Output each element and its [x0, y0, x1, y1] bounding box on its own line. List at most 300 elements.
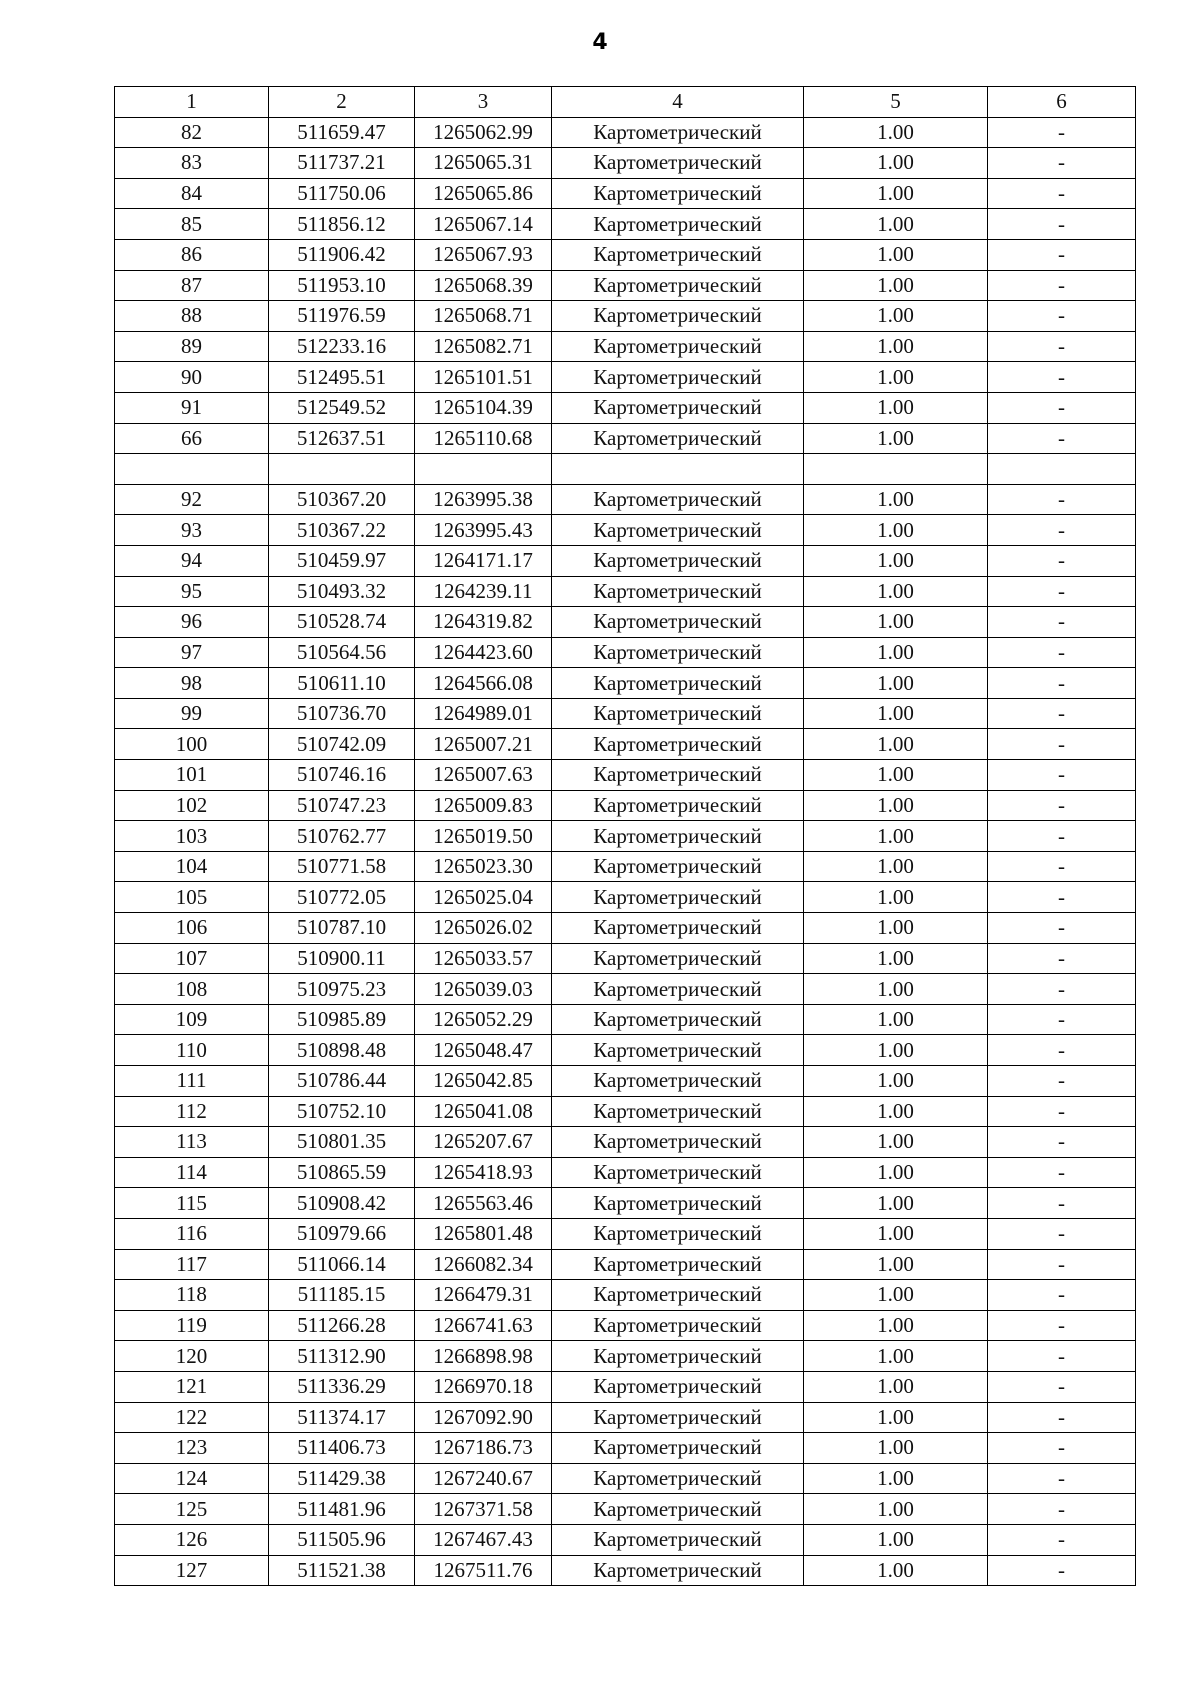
table-row	[115, 1127, 1136, 1158]
method-cell: Картометрический	[552, 301, 804, 332]
method-cell: Картометрический	[552, 362, 804, 393]
table-row	[115, 974, 1136, 1005]
method-cell: Картометрический	[552, 974, 804, 1005]
y-coordinate-cell: 1264319.82	[415, 607, 552, 638]
accuracy-cell: 1.00	[804, 1494, 988, 1525]
accuracy-cell: 1.00	[804, 1249, 988, 1280]
description-cell: -	[988, 148, 1136, 179]
y-coordinate-cell: 1267092.90	[415, 1402, 552, 1433]
y-coordinate-cell: 1265062.99	[415, 117, 552, 148]
method-cell: Картометрический	[552, 668, 804, 699]
accuracy-cell: 1.00	[804, 607, 988, 638]
point-number-cell: 88	[115, 301, 269, 332]
x-coordinate-cell: 511312.90	[269, 1341, 415, 1372]
description-cell: -	[988, 331, 1136, 362]
method-cell: Картометрический	[552, 331, 804, 362]
point-number-cell: 106	[115, 913, 269, 944]
table-row	[115, 851, 1136, 882]
accuracy-cell: 1.00	[804, 1310, 988, 1341]
description-cell: -	[988, 698, 1136, 729]
method-cell: Картометрический	[552, 1004, 804, 1035]
description-cell: -	[988, 760, 1136, 791]
accuracy-cell: 1.00	[804, 760, 988, 791]
point-number-cell: 120	[115, 1341, 269, 1372]
description-cell: -	[988, 821, 1136, 852]
method-cell: Картометрический	[552, 882, 804, 913]
point-number-cell: 66	[115, 423, 269, 454]
x-coordinate-cell: 510564.56	[269, 637, 415, 668]
y-coordinate-cell	[415, 454, 552, 485]
table-row	[115, 1280, 1136, 1311]
y-coordinate-cell: 1265025.04	[415, 882, 552, 913]
x-coordinate-cell: 511953.10	[269, 270, 415, 301]
method-cell: Картометрический	[552, 760, 804, 791]
x-coordinate-cell: 512495.51	[269, 362, 415, 393]
accuracy-cell	[804, 454, 988, 485]
table-row	[115, 545, 1136, 576]
accuracy-cell: 1.00	[804, 148, 988, 179]
table-row	[115, 1035, 1136, 1066]
x-coordinate-cell	[269, 454, 415, 485]
accuracy-cell: 1.00	[804, 974, 988, 1005]
y-coordinate-cell: 1267186.73	[415, 1433, 552, 1464]
y-coordinate-cell: 1266082.34	[415, 1249, 552, 1280]
description-cell: -	[988, 668, 1136, 699]
accuracy-cell: 1.00	[804, 331, 988, 362]
description-cell: -	[988, 943, 1136, 974]
description-cell: -	[988, 301, 1136, 332]
y-coordinate-cell: 1266479.31	[415, 1280, 552, 1311]
y-coordinate-cell: 1264171.17	[415, 545, 552, 576]
point-number-cell: 100	[115, 729, 269, 760]
table-row	[115, 913, 1136, 944]
accuracy-cell: 1.00	[804, 545, 988, 576]
description-cell: -	[988, 545, 1136, 576]
y-coordinate-cell: 1265101.51	[415, 362, 552, 393]
y-coordinate-cell: 1265042.85	[415, 1066, 552, 1097]
x-coordinate-cell: 511737.21	[269, 148, 415, 179]
x-coordinate-cell: 511976.59	[269, 301, 415, 332]
x-coordinate-cell: 511505.96	[269, 1524, 415, 1555]
description-cell: -	[988, 117, 1136, 148]
y-coordinate-cell: 1265023.30	[415, 851, 552, 882]
description-cell: -	[988, 270, 1136, 301]
y-coordinate-cell: 1265067.93	[415, 239, 552, 270]
y-coordinate-cell: 1263995.38	[415, 484, 552, 515]
point-number-cell: 96	[115, 607, 269, 638]
table-row	[115, 729, 1136, 760]
y-coordinate-cell: 1267467.43	[415, 1524, 552, 1555]
x-coordinate-cell: 511336.29	[269, 1371, 415, 1402]
x-coordinate-cell: 511856.12	[269, 209, 415, 240]
x-coordinate-cell: 510752.10	[269, 1096, 415, 1127]
x-coordinate-cell: 510979.66	[269, 1218, 415, 1249]
description-cell: -	[988, 1188, 1136, 1219]
method-cell: Картометрический	[552, 637, 804, 668]
point-number-cell: 109	[115, 1004, 269, 1035]
description-cell: -	[988, 1310, 1136, 1341]
table-row	[115, 392, 1136, 423]
table-row	[115, 301, 1136, 332]
description-cell: -	[988, 392, 1136, 423]
table-row	[115, 790, 1136, 821]
point-number-cell: 99	[115, 698, 269, 729]
method-cell: Картометрический	[552, 943, 804, 974]
x-coordinate-cell: 511066.14	[269, 1249, 415, 1280]
accuracy-cell: 1.00	[804, 1127, 988, 1158]
description-cell: -	[988, 1555, 1136, 1586]
table-row	[115, 239, 1136, 270]
method-cell: Картометрический	[552, 1310, 804, 1341]
x-coordinate-cell: 510865.59	[269, 1157, 415, 1188]
description-cell: -	[988, 1402, 1136, 1433]
y-coordinate-cell: 1265068.71	[415, 301, 552, 332]
point-number-cell: 111	[115, 1066, 269, 1097]
accuracy-cell: 1.00	[804, 882, 988, 913]
point-number-cell: 126	[115, 1524, 269, 1555]
y-coordinate-cell: 1267240.67	[415, 1463, 552, 1494]
accuracy-cell: 1.00	[804, 484, 988, 515]
accuracy-cell: 1.00	[804, 729, 988, 760]
x-coordinate-cell: 511266.28	[269, 1310, 415, 1341]
x-coordinate-cell: 510493.32	[269, 576, 415, 607]
x-coordinate-cell: 510528.74	[269, 607, 415, 638]
accuracy-cell: 1.00	[804, 1341, 988, 1372]
method-cell: Картометрический	[552, 576, 804, 607]
table-row	[115, 1157, 1136, 1188]
point-number-cell: 95	[115, 576, 269, 607]
description-cell: -	[988, 1127, 1136, 1158]
method-cell: Картометрический	[552, 1157, 804, 1188]
description-cell: -	[988, 1249, 1136, 1280]
table-row	[115, 1341, 1136, 1372]
description-cell: -	[988, 515, 1136, 546]
column-header: 4	[552, 87, 804, 118]
x-coordinate-cell: 510786.44	[269, 1066, 415, 1097]
description-cell: -	[988, 607, 1136, 638]
x-coordinate-cell: 510742.09	[269, 729, 415, 760]
y-coordinate-cell: 1267511.76	[415, 1555, 552, 1586]
accuracy-cell: 1.00	[804, 270, 988, 301]
y-coordinate-cell: 1264423.60	[415, 637, 552, 668]
description-cell: -	[988, 882, 1136, 913]
accuracy-cell: 1.00	[804, 576, 988, 607]
table-row	[115, 1494, 1136, 1525]
y-coordinate-cell: 1265110.68	[415, 423, 552, 454]
y-coordinate-cell: 1266741.63	[415, 1310, 552, 1341]
method-cell: Картометрический	[552, 484, 804, 515]
table-row	[115, 1218, 1136, 1249]
method-cell: Картометрический	[552, 1096, 804, 1127]
method-cell: Картометрический	[552, 1280, 804, 1311]
description-cell: -	[988, 1371, 1136, 1402]
point-number-cell: 101	[115, 760, 269, 791]
point-number-cell: 123	[115, 1433, 269, 1464]
y-coordinate-cell: 1265563.46	[415, 1188, 552, 1219]
table-row	[115, 178, 1136, 209]
table-row	[115, 1249, 1136, 1280]
method-cell: Картометрический	[552, 270, 804, 301]
table-row	[115, 270, 1136, 301]
method-cell: Картометрический	[552, 1341, 804, 1372]
y-coordinate-cell: 1263995.43	[415, 515, 552, 546]
y-coordinate-cell: 1265007.21	[415, 729, 552, 760]
accuracy-cell: 1.00	[804, 1433, 988, 1464]
x-coordinate-cell: 510771.58	[269, 851, 415, 882]
x-coordinate-cell: 511906.42	[269, 239, 415, 270]
x-coordinate-cell: 510975.23	[269, 974, 415, 1005]
description-cell: -	[988, 1157, 1136, 1188]
table-row	[115, 1066, 1136, 1097]
description-cell: -	[988, 851, 1136, 882]
point-number-cell: 102	[115, 790, 269, 821]
table-header	[115, 87, 1136, 118]
method-cell: Картометрический	[552, 821, 804, 852]
table-row	[115, 821, 1136, 852]
accuracy-cell: 1.00	[804, 1463, 988, 1494]
y-coordinate-cell: 1265082.71	[415, 331, 552, 362]
accuracy-cell: 1.00	[804, 515, 988, 546]
point-number-cell: 127	[115, 1555, 269, 1586]
table-row	[115, 1310, 1136, 1341]
table-row	[115, 1371, 1136, 1402]
method-cell: Картометрический	[552, 1433, 804, 1464]
method-cell	[552, 454, 804, 485]
table-row	[115, 1555, 1136, 1586]
table-row	[115, 1463, 1136, 1494]
x-coordinate-cell: 510898.48	[269, 1035, 415, 1066]
table-row	[115, 209, 1136, 240]
description-cell: -	[988, 1341, 1136, 1372]
y-coordinate-cell: 1265065.86	[415, 178, 552, 209]
point-number-cell: 82	[115, 117, 269, 148]
method-cell: Картометрический	[552, 1555, 804, 1586]
y-coordinate-cell: 1265019.50	[415, 821, 552, 852]
accuracy-cell: 1.00	[804, 943, 988, 974]
description-cell: -	[988, 209, 1136, 240]
table-row	[115, 637, 1136, 668]
x-coordinate-cell: 512549.52	[269, 392, 415, 423]
column-header: 1	[115, 87, 269, 118]
accuracy-cell: 1.00	[804, 362, 988, 393]
method-cell: Картометрический	[552, 698, 804, 729]
accuracy-cell: 1.00	[804, 1188, 988, 1219]
y-coordinate-cell: 1264239.11	[415, 576, 552, 607]
point-number-cell: 105	[115, 882, 269, 913]
y-coordinate-cell: 1266970.18	[415, 1371, 552, 1402]
description-cell: -	[988, 1004, 1136, 1035]
table-row	[115, 882, 1136, 913]
accuracy-cell: 1.00	[804, 301, 988, 332]
description-cell: -	[988, 1218, 1136, 1249]
accuracy-cell: 1.00	[804, 1066, 988, 1097]
y-coordinate-cell: 1265033.57	[415, 943, 552, 974]
point-number-cell: 112	[115, 1096, 269, 1127]
description-cell: -	[988, 239, 1136, 270]
accuracy-cell: 1.00	[804, 392, 988, 423]
point-number-cell: 89	[115, 331, 269, 362]
accuracy-cell: 1.00	[804, 637, 988, 668]
header-row	[115, 87, 1136, 118]
description-cell: -	[988, 790, 1136, 821]
table-row	[115, 1402, 1136, 1433]
description-cell: -	[988, 913, 1136, 944]
column-header: 5	[804, 87, 988, 118]
accuracy-cell: 1.00	[804, 913, 988, 944]
method-cell: Картометрический	[552, 1494, 804, 1525]
point-number-cell: 118	[115, 1280, 269, 1311]
accuracy-cell: 1.00	[804, 1157, 988, 1188]
y-coordinate-cell: 1265207.67	[415, 1127, 552, 1158]
y-coordinate-cell: 1265801.48	[415, 1218, 552, 1249]
description-cell: -	[988, 637, 1136, 668]
method-cell: Картометрический	[552, 729, 804, 760]
y-coordinate-cell: 1265104.39	[415, 392, 552, 423]
table-row	[115, 362, 1136, 393]
y-coordinate-cell: 1265065.31	[415, 148, 552, 179]
table-row	[115, 1188, 1136, 1219]
method-cell: Картометрический	[552, 1218, 804, 1249]
y-coordinate-cell: 1264989.01	[415, 698, 552, 729]
accuracy-cell: 1.00	[804, 790, 988, 821]
y-coordinate-cell: 1265039.03	[415, 974, 552, 1005]
y-coordinate-cell: 1265418.93	[415, 1157, 552, 1188]
accuracy-cell: 1.00	[804, 1402, 988, 1433]
x-coordinate-cell: 511750.06	[269, 178, 415, 209]
point-number-cell: 93	[115, 515, 269, 546]
y-coordinate-cell: 1266898.98	[415, 1341, 552, 1372]
point-number-cell: 115	[115, 1188, 269, 1219]
y-coordinate-cell: 1267371.58	[415, 1494, 552, 1525]
accuracy-cell: 1.00	[804, 1280, 988, 1311]
point-number-cell	[115, 454, 269, 485]
method-cell: Картометрический	[552, 1127, 804, 1158]
point-number-cell: 94	[115, 545, 269, 576]
column-header: 2	[269, 87, 415, 118]
description-cell: -	[988, 1524, 1136, 1555]
point-number-cell: 108	[115, 974, 269, 1005]
accuracy-cell: 1.00	[804, 178, 988, 209]
table-row	[115, 698, 1136, 729]
table-row	[115, 607, 1136, 638]
page-number: 4	[592, 30, 608, 55]
description-cell: -	[988, 1433, 1136, 1464]
description-cell: -	[988, 362, 1136, 393]
x-coordinate-cell: 510747.23	[269, 790, 415, 821]
x-coordinate-cell: 511481.96	[269, 1494, 415, 1525]
table-row	[115, 1004, 1136, 1035]
point-number-cell: 84	[115, 178, 269, 209]
method-cell: Картометрический	[552, 148, 804, 179]
method-cell: Картометрический	[552, 1066, 804, 1097]
description-cell: -	[988, 1066, 1136, 1097]
x-coordinate-cell: 510611.10	[269, 668, 415, 699]
point-number-cell: 87	[115, 270, 269, 301]
table-row	[115, 515, 1136, 546]
description-cell: -	[988, 1280, 1136, 1311]
x-coordinate-cell: 511521.38	[269, 1555, 415, 1586]
method-cell: Картометрический	[552, 178, 804, 209]
x-coordinate-cell: 510762.77	[269, 821, 415, 852]
accuracy-cell: 1.00	[804, 1371, 988, 1402]
description-cell: -	[988, 423, 1136, 454]
accuracy-cell: 1.00	[804, 698, 988, 729]
point-number-cell: 103	[115, 821, 269, 852]
description-cell: -	[988, 1096, 1136, 1127]
table-row	[115, 1433, 1136, 1464]
table-row	[115, 454, 1136, 485]
description-cell: -	[988, 729, 1136, 760]
x-coordinate-cell: 511185.15	[269, 1280, 415, 1311]
point-number-cell: 117	[115, 1249, 269, 1280]
table-row	[115, 117, 1136, 148]
description-cell: -	[988, 576, 1136, 607]
description-cell: -	[988, 484, 1136, 515]
y-coordinate-cell: 1265026.02	[415, 913, 552, 944]
x-coordinate-cell: 510459.97	[269, 545, 415, 576]
accuracy-cell: 1.00	[804, 1096, 988, 1127]
y-coordinate-cell: 1265007.63	[415, 760, 552, 791]
x-coordinate-cell: 512233.16	[269, 331, 415, 362]
x-coordinate-cell: 512637.51	[269, 423, 415, 454]
x-coordinate-cell: 510736.70	[269, 698, 415, 729]
y-coordinate-cell: 1265068.39	[415, 270, 552, 301]
method-cell: Картометрический	[552, 515, 804, 546]
description-cell: -	[988, 1494, 1136, 1525]
y-coordinate-cell: 1265067.14	[415, 209, 552, 240]
point-number-cell: 97	[115, 637, 269, 668]
table-row	[115, 668, 1136, 699]
point-number-cell: 104	[115, 851, 269, 882]
y-coordinate-cell: 1265048.47	[415, 1035, 552, 1066]
method-cell: Картометрический	[552, 851, 804, 882]
accuracy-cell: 1.00	[804, 209, 988, 240]
method-cell: Картометрический	[552, 1371, 804, 1402]
table-row	[115, 148, 1136, 179]
x-coordinate-cell: 510908.42	[269, 1188, 415, 1219]
y-coordinate-cell: 1265041.08	[415, 1096, 552, 1127]
point-number-cell: 116	[115, 1218, 269, 1249]
point-number-cell: 122	[115, 1402, 269, 1433]
x-coordinate-cell: 511406.73	[269, 1433, 415, 1464]
description-cell: -	[988, 1035, 1136, 1066]
method-cell: Картометрический	[552, 1188, 804, 1219]
accuracy-cell: 1.00	[804, 1218, 988, 1249]
method-cell: Картометрический	[552, 239, 804, 270]
point-number-cell: 107	[115, 943, 269, 974]
x-coordinate-cell: 510772.05	[269, 882, 415, 913]
table-row	[115, 576, 1136, 607]
accuracy-cell: 1.00	[804, 117, 988, 148]
method-cell: Картометрический	[552, 1524, 804, 1555]
point-number-cell: 125	[115, 1494, 269, 1525]
point-number-cell: 92	[115, 484, 269, 515]
point-number-cell: 86	[115, 239, 269, 270]
description-cell: -	[988, 1463, 1136, 1494]
point-number-cell: 119	[115, 1310, 269, 1341]
accuracy-cell: 1.00	[804, 851, 988, 882]
method-cell: Картометрический	[552, 1035, 804, 1066]
x-coordinate-cell: 510900.11	[269, 943, 415, 974]
method-cell: Картометрический	[552, 913, 804, 944]
point-number-cell: 85	[115, 209, 269, 240]
accuracy-cell: 1.00	[804, 1524, 988, 1555]
accuracy-cell: 1.00	[804, 1555, 988, 1586]
table-row	[115, 760, 1136, 791]
x-coordinate-cell: 510367.22	[269, 515, 415, 546]
x-coordinate-cell: 510746.16	[269, 760, 415, 791]
y-coordinate-cell: 1265009.83	[415, 790, 552, 821]
